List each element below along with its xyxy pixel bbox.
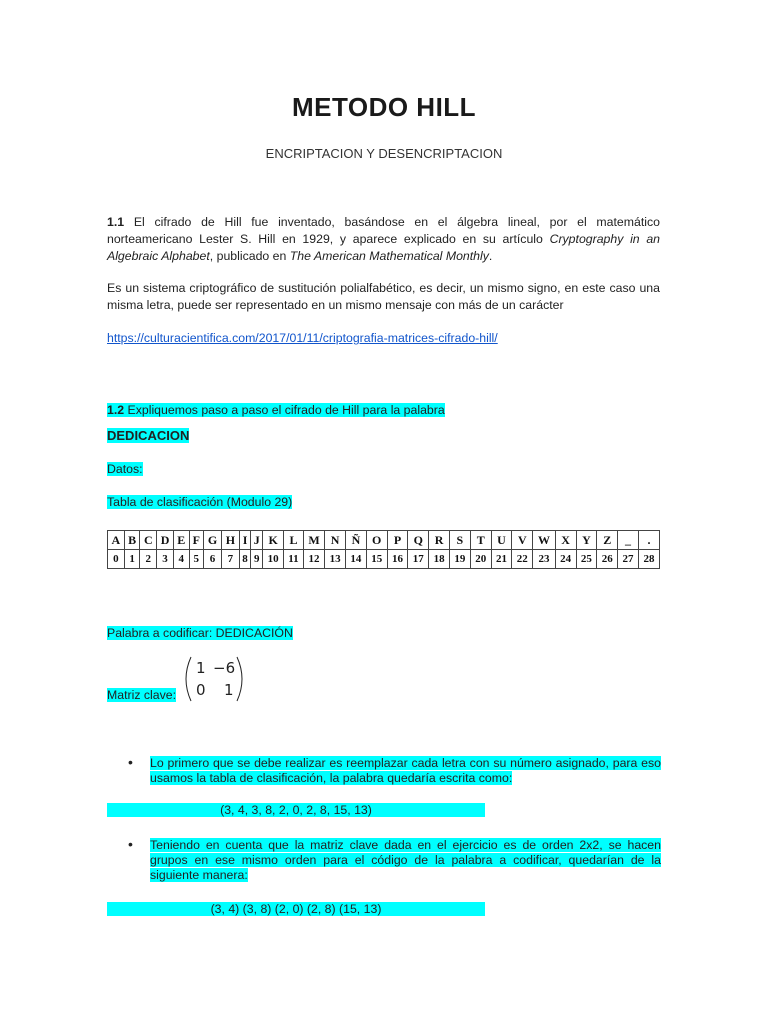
table-letter-cell: _ [618,531,639,550]
matrix-label-text: Matriz clave: [107,688,177,702]
word-label: DEDICACION [107,428,190,443]
table-letter-cell: L [284,531,304,550]
table-letter-cell: Ñ [346,531,367,550]
table-letter-cell: K [263,531,284,550]
table-number-cell: 23 [533,550,556,569]
key-matrix [181,655,247,703]
word-to-code-label [107,626,293,640]
table-number-cell: 8 [239,550,250,569]
numbers-row [108,550,660,569]
table-number-cell: 3 [157,550,174,569]
table-letter-cell: V [512,531,533,550]
table-letter-cell: Z [597,531,618,550]
table-number-cell: 22 [512,550,533,569]
section-number: 1.2 [107,403,125,417]
table-number-cell: 1 [124,550,140,569]
table-letter-cell: N [325,531,346,550]
matrix-cell: 1 [224,681,234,699]
reference-link[interactable]: https://culturacientifica.com/2017/01/11/criptografia-matrices-cifrado-hill/ [107,331,498,345]
section-heading-text: Expliquemos paso a paso el cifrado de Hill para la palabra [124,403,445,417]
datos-label [107,462,143,476]
intro-text-a: El cifrado de Hill fue inventado, basándose en el álgebra lineal, por el matemático norteamericano Lester S. Hill en 1929, y aparece explicado en su artículo [107,215,660,246]
letters-row [108,531,660,550]
table-number-cell: 17 [408,550,429,569]
table-letter-cell: Q [408,531,429,550]
table-letter-cell: G [204,531,222,550]
bullet-icon: • [128,836,133,852]
section-heading [107,403,445,417]
word-to-code-text: Palabra a codificar: DEDICACIÓN [107,626,293,640]
table-number-cell: 19 [450,550,471,569]
matrix-cell: 0 [196,681,206,699]
table-number-cell: 16 [387,550,408,569]
section-number: 1.1 [107,215,125,229]
table-number-cell: 24 [555,550,576,569]
table-number-cell: 21 [491,550,512,569]
table-label [107,495,292,509]
table-letter-cell: Y [576,531,597,550]
table-number-cell: 18 [429,550,450,569]
table-number-cell: 12 [303,550,324,569]
table-letter-cell: X [555,531,576,550]
table-letter-cell: H [221,531,239,550]
intro-text-b: , publicado en [209,249,290,263]
matrix-cell: 1 [196,659,206,677]
table-number-cell: 27 [618,550,639,569]
journal-title: The American Mathematical Monthly [289,249,489,263]
description-paragraph: Es un sistema criptográfico de sustitución polialfabético, es decir, un mismo signo, en este caso una misma letra, puede ser representado en un mismo mensaje con más de un carácter [107,281,660,312]
step-1-result: (3, 4, 3, 8, 2, 0, 2, 8, 15, 13) [107,803,485,817]
table-letter-cell: E [173,531,189,550]
table-letter-cell: C [140,531,157,550]
table-number-cell: 0 [108,550,125,569]
table-letter-cell: P [387,531,408,550]
table-letter-cell: F [189,531,203,550]
table-number-cell: 9 [251,550,263,569]
page-title: METODO HILL [291,92,477,122]
table-letter-cell: M [303,531,324,550]
step-2-result: (3, 4) (3, 8) (2, 0) (2, 8) (15, 13) [107,902,485,916]
table-number-cell: 14 [346,550,367,569]
matrix-label [107,688,176,702]
table-number-cell: 4 [173,550,189,569]
classification-table [107,530,660,569]
table-number-cell: 20 [470,550,491,569]
table-number-cell: 5 [189,550,203,569]
table-letter-cell: R [429,531,450,550]
table-letter-cell: B [124,531,140,550]
table-label-text: Tabla de clasificación (Modulo 29) [107,495,293,509]
table-number-cell: 13 [325,550,346,569]
bullet-icon: • [128,754,133,770]
table-number-cell: 6 [204,550,222,569]
table-number-cell: 15 [366,550,387,569]
table-letter-cell: J [251,531,263,550]
article-title: Cryptography in an Algebraic Alphabet [107,232,661,263]
step-2-text-content: Teniendo en cuenta que la matriz clave dada en el ejercicio es de orden 2x2, se hacen grupos en ese mismo orden para el código de la palabra a codificar, quedarían de la siguiente manera: [150,838,661,882]
table-letter-cell: D [157,531,174,550]
page-subtitle: ENCRIPTACION Y DESENCRIPTACION [265,146,503,161]
table-number-cell: 2 [140,550,157,569]
table-number-cell: 25 [576,550,597,569]
table-letter-cell: S [450,531,471,550]
step-1-text [150,756,661,786]
table-letter-cell: O [366,531,387,550]
table-number-cell: 26 [597,550,618,569]
table-letter-cell: T [470,531,491,550]
table-letter-cell: A [108,531,125,550]
word-to-encode [107,428,189,443]
table-letter-cell: I [239,531,250,550]
intro-text-c: . [488,249,493,263]
step-2-text [150,838,661,883]
datos-text: Datos: [107,462,143,476]
matrix-cell: −6 [213,659,236,677]
table-number-cell: 10 [263,550,284,569]
table-letter-cell: U [491,531,512,550]
step-1-text-content: Lo primero que se debe realizar es reemplazar cada letra con su número asignado, para eso usamos la tabla de clasificación, la palabra quedaría escrita como: [150,756,661,785]
table-letter-cell: W [533,531,556,550]
table-letter-cell: . [638,531,659,550]
table-number-cell: 11 [284,550,304,569]
table-number-cell: 28 [638,550,659,569]
table-number-cell: 7 [221,550,239,569]
intro-paragraph [107,214,660,265]
